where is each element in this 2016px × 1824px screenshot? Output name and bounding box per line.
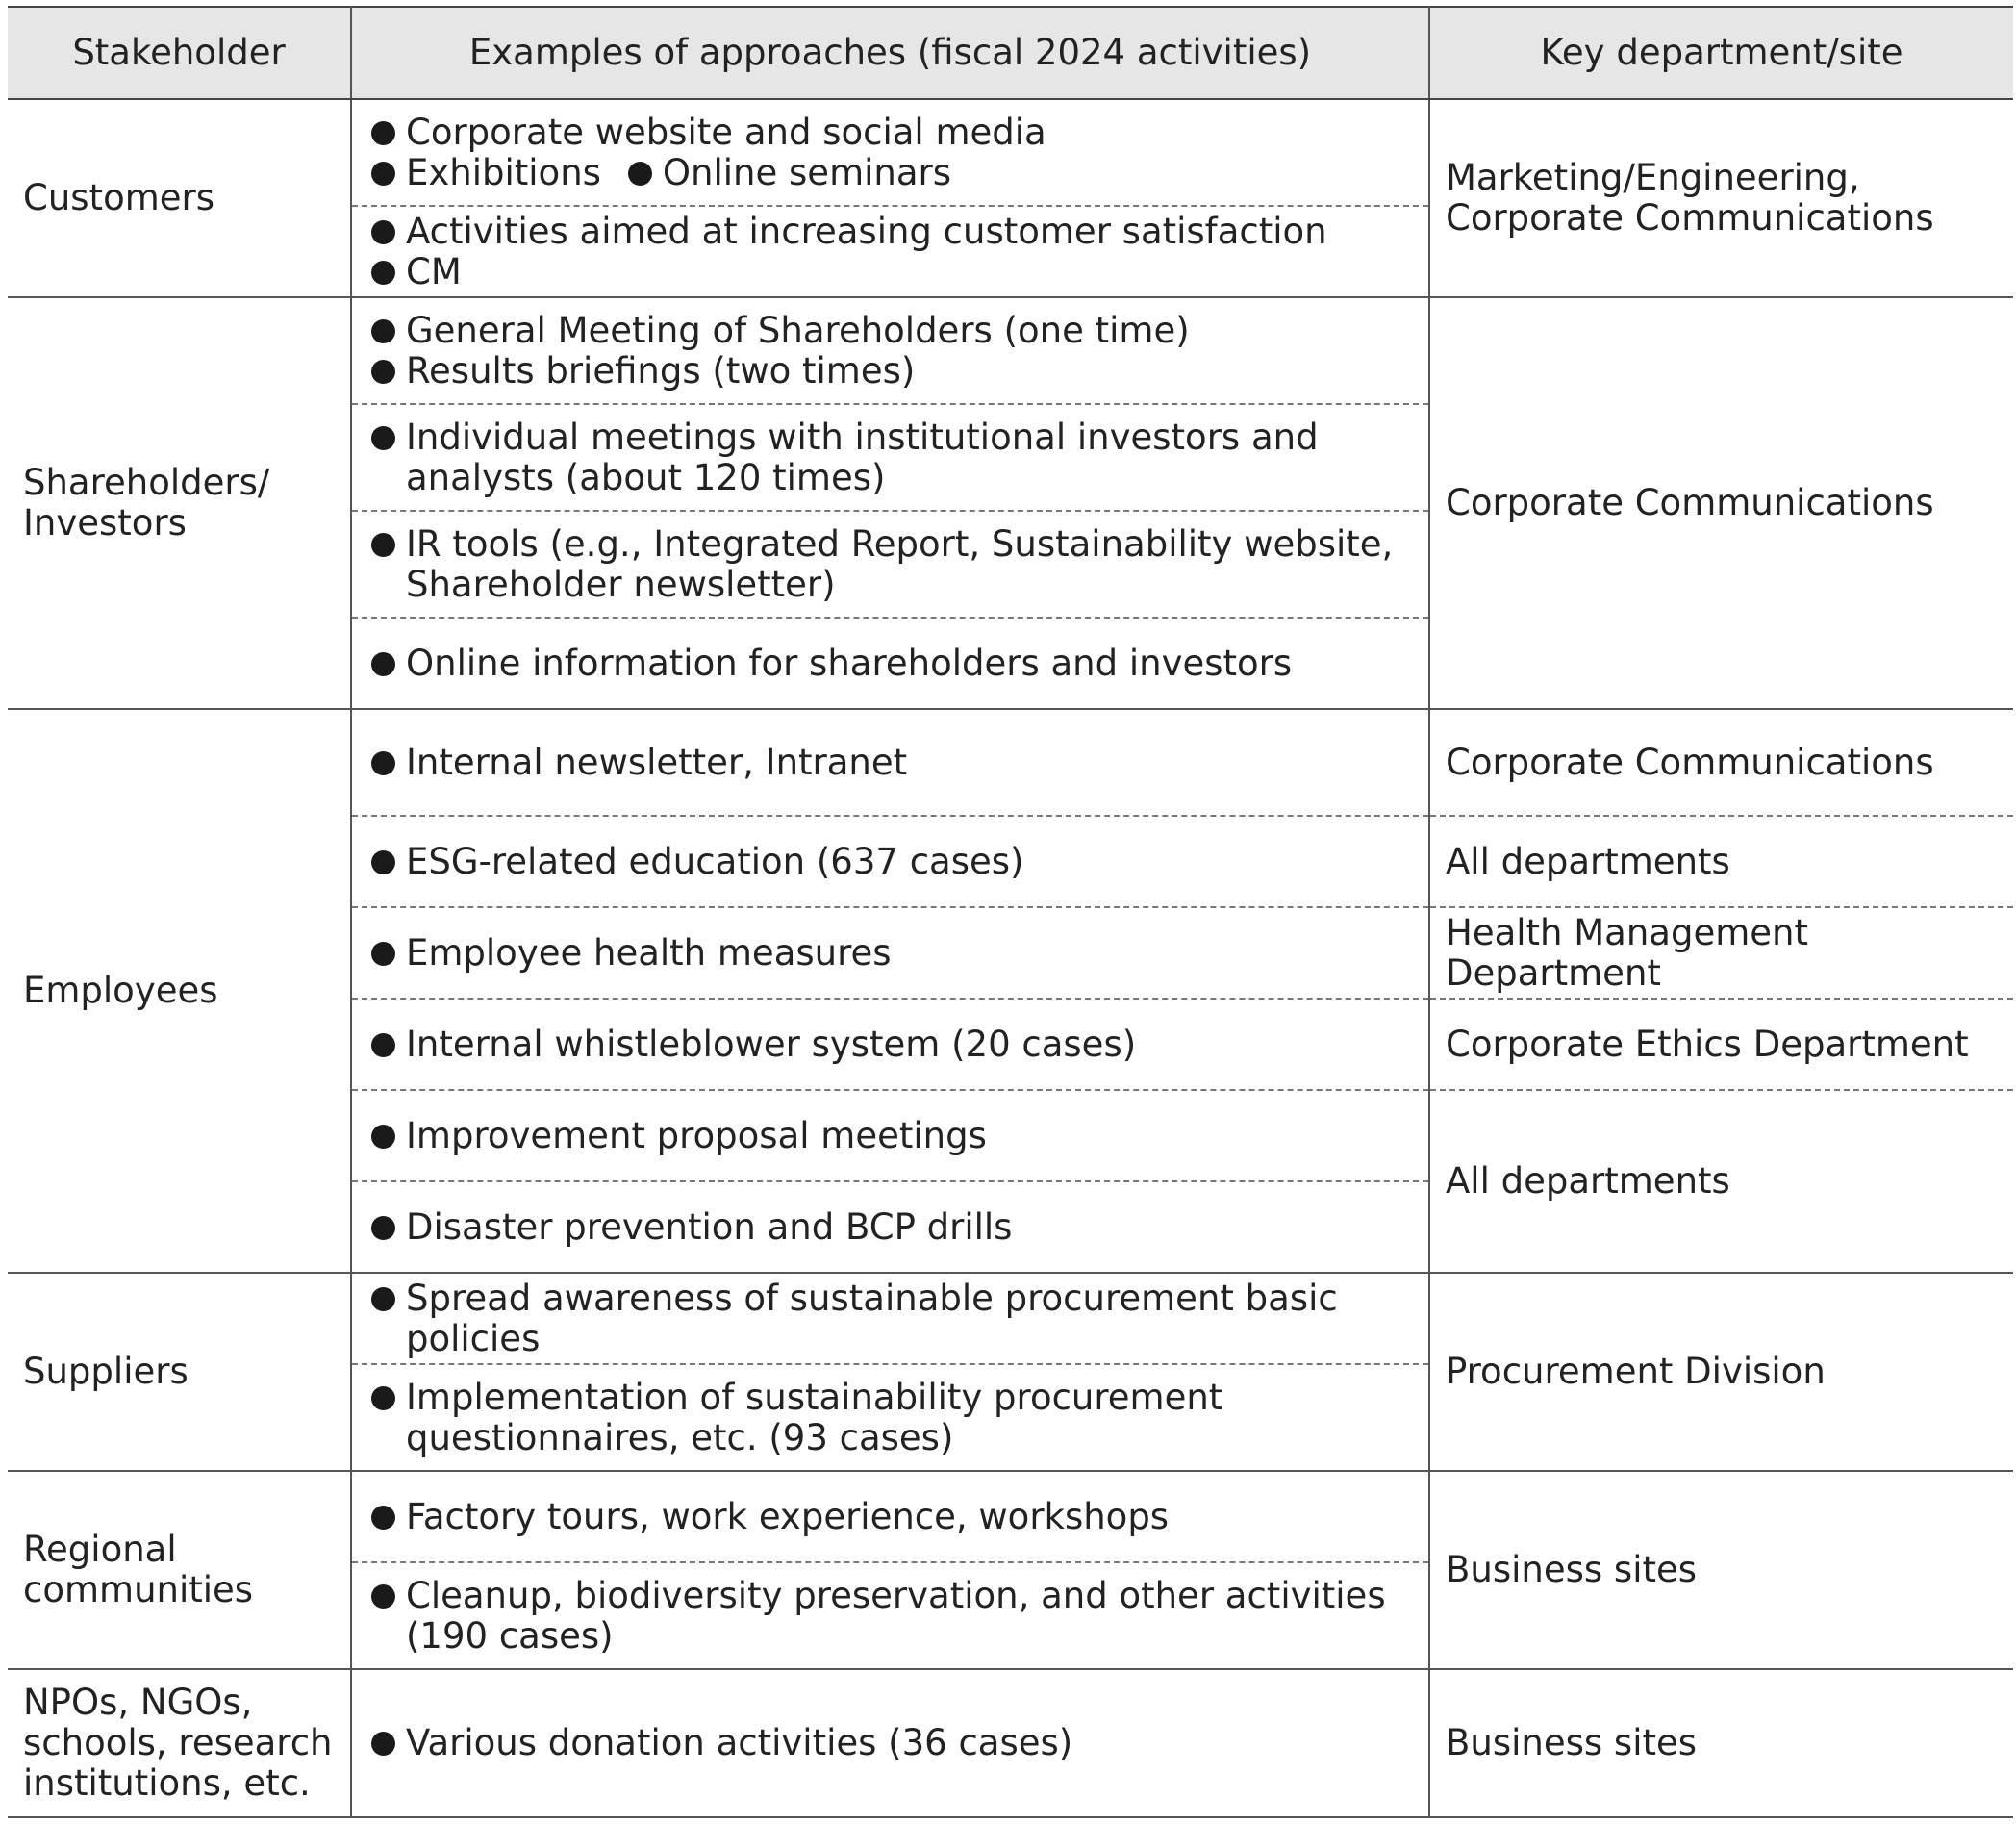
approach-cell xyxy=(351,1364,1429,1471)
stakeholder-communities: Regional communities xyxy=(8,1471,351,1669)
table-row xyxy=(8,99,2013,206)
department-customers: Marketing/Engineering, Corporate Communications xyxy=(1429,99,2013,297)
stakeholder-employees: Employees xyxy=(8,709,351,1273)
approach-item: Corporate website and social media xyxy=(369,113,1413,153)
approach-item: Spread awareness of sustainable procurement basic policies xyxy=(369,1279,1413,1359)
approach-item: Various donation activities (36 cases) xyxy=(369,1723,1413,1763)
header-row xyxy=(8,7,2013,99)
approach-item: Results briefings (two times) xyxy=(369,351,1413,392)
approach-item: Implementation of sustainability procurement questionnaires, etc. (93 cases) xyxy=(369,1378,1413,1458)
approach-item: ESG-related education (637 cases) xyxy=(369,842,1413,882)
approach-cell xyxy=(351,709,1429,816)
approach-item: IR tools (e.g., Integrated Report, Sustainability website, Shareholder newsletter) xyxy=(369,524,1413,605)
approach-cell xyxy=(351,907,1429,999)
stakeholder-shareholders: Shareholders/ Investors xyxy=(8,297,351,709)
stakeholder-customers: Customers xyxy=(8,99,351,297)
department-shareholders: Corporate Communications xyxy=(1429,297,2013,709)
table-row xyxy=(8,297,2013,404)
approach-cell xyxy=(351,1090,1429,1181)
table-row xyxy=(8,1669,2013,1817)
department-cell: All departments xyxy=(1429,816,2013,907)
stakeholder-engagement-table xyxy=(8,6,2013,1818)
approach-cell xyxy=(351,618,1429,709)
table-row xyxy=(8,1471,2013,1562)
approach-item: Activities aimed at increasing customer satisfaction xyxy=(369,212,1327,252)
approach-cell xyxy=(351,404,1429,511)
approach-item: Individual meetings with institutional investors and analysts (about 120 times) xyxy=(369,418,1413,498)
department-npos: Business sites xyxy=(1429,1669,2013,1817)
table-row xyxy=(8,709,2013,816)
department-cell: All departments xyxy=(1429,1090,2013,1273)
approach-cell xyxy=(351,511,1429,618)
stakeholder-table-wrapper xyxy=(8,6,2013,1818)
header-approaches: Examples of approaches (fiscal 2024 activities) xyxy=(351,7,1429,99)
approach-cell xyxy=(351,999,1429,1090)
department-cell: Corporate Communications xyxy=(1429,709,2013,816)
approach-item: General Meeting of Shareholders (one time) xyxy=(369,311,1413,351)
approach-item: Exhibitions xyxy=(369,153,601,193)
department-cell: Health Management Department xyxy=(1429,907,2013,999)
approach-cell xyxy=(351,1181,1429,1273)
approach-item: Internal whistleblower system (20 cases) xyxy=(369,1025,1413,1065)
department-cell: Corporate Ethics Department xyxy=(1429,999,2013,1090)
approach-item: Factory tours, work experience, workshops xyxy=(369,1497,1413,1537)
approach-item: Improvement proposal meetings xyxy=(369,1116,1413,1156)
approach-item: Cleanup, biodiversity preservation, and other activities (190 cases) xyxy=(369,1576,1413,1657)
approach-item: Employee health measures xyxy=(369,933,1413,974)
approach-cell xyxy=(351,1669,1429,1817)
header-stakeholder: Stakeholder xyxy=(8,7,351,99)
approach-item: Online seminars xyxy=(626,153,951,193)
department-communities: Business sites xyxy=(1429,1471,2013,1669)
approach-cell xyxy=(351,816,1429,907)
table-row xyxy=(8,1273,2013,1364)
approach-item: CM xyxy=(369,252,462,292)
department-suppliers: Procurement Division xyxy=(1429,1273,2013,1471)
approach-cell xyxy=(351,297,1429,404)
approach-item: Internal newsletter, Intranet xyxy=(369,743,1413,783)
approach-cell xyxy=(351,99,1429,206)
approach-cell xyxy=(351,1471,1429,1562)
stakeholder-npos: NPOs, NGOs, schools, research institutions, etc. xyxy=(8,1669,351,1817)
approach-cell xyxy=(351,1273,1429,1364)
approach-item: Online information for shareholders and investors xyxy=(369,644,1413,684)
approach-cell xyxy=(351,206,1429,297)
approach-cell xyxy=(351,1562,1429,1669)
header-department: Key department/site xyxy=(1429,7,2013,99)
approach-item: Disaster prevention and BCP drills xyxy=(369,1207,1413,1248)
stakeholder-suppliers: Suppliers xyxy=(8,1273,351,1471)
